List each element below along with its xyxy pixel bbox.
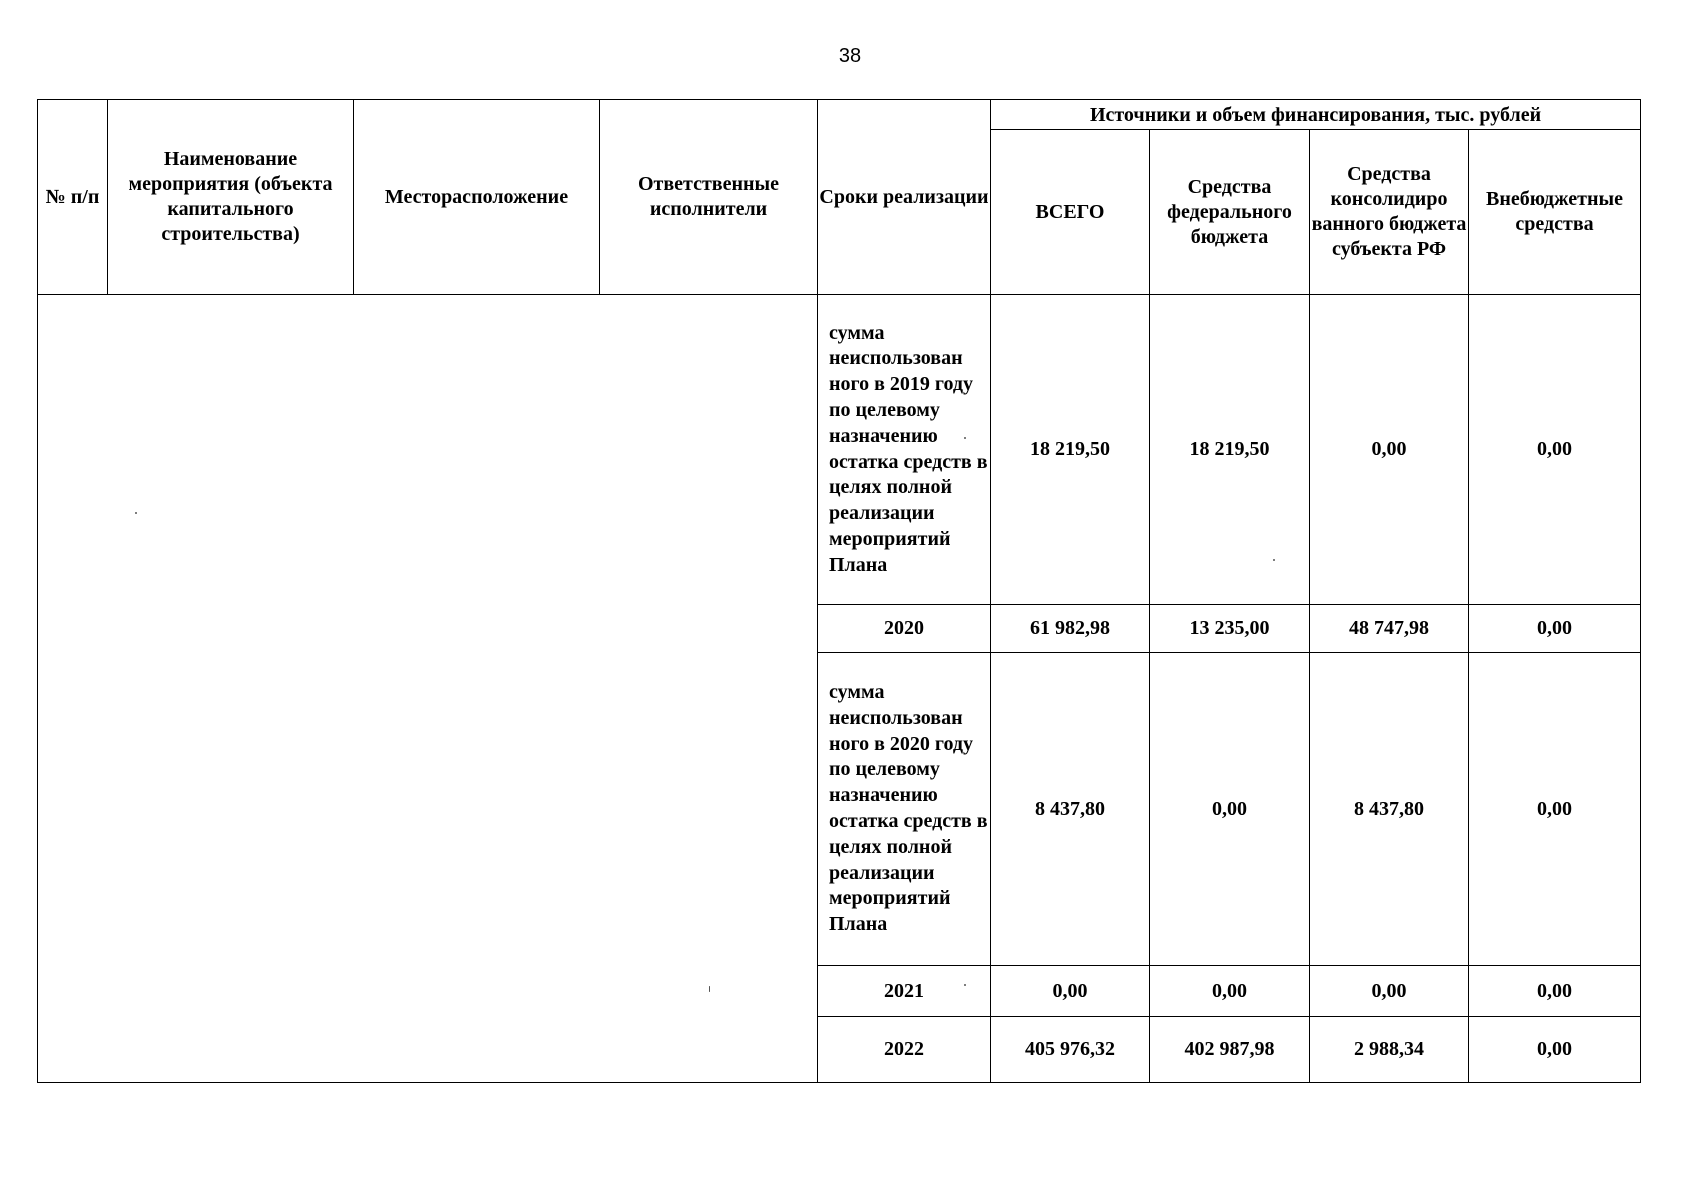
header-extrabudgetary: Внебюджетные средства (1469, 130, 1641, 295)
scan-speck (1273, 559, 1275, 561)
header-sources-group: Источники и объем финансирования, тыс. рублей (991, 100, 1641, 130)
regional-cell: 48 747,98 (1310, 605, 1469, 653)
merged-empty-cell (38, 295, 818, 1083)
period-cell: 2020 (818, 605, 991, 653)
header-name: Наименование мероприятия (объекта капитального строительства) (108, 100, 354, 295)
regional-cell: 8 437,80 (1310, 653, 1469, 966)
header-total: ВСЕГО (991, 130, 1150, 295)
regional-cell: 0,00 (1310, 966, 1469, 1017)
extrabudgetary-cell: 0,00 (1469, 1017, 1641, 1083)
period-cell: 2021 (818, 966, 991, 1017)
total-cell: 8 437,80 (991, 653, 1150, 966)
total-cell: 405 976,32 (991, 1017, 1150, 1083)
extrabudgetary-cell: 0,00 (1469, 966, 1641, 1017)
federal-cell: 0,00 (1150, 653, 1310, 966)
period-cell: 2022 (818, 1017, 991, 1083)
total-cell: 0,00 (991, 966, 1150, 1017)
total-cell: 18 219,50 (991, 295, 1150, 605)
header-federal: Средства федерального бюджета (1150, 130, 1310, 295)
total-cell: 61 982,98 (991, 605, 1150, 653)
header-regional: Средства консолидиро ванного бюджета субъекта РФ (1310, 130, 1469, 295)
scan-speck (709, 986, 710, 992)
period-cell: сумма неиспользован ного в 2019 году по целевому назначению остатка средств в целях полной реализации мероприятий Плана (818, 295, 991, 605)
scan-speck (135, 512, 137, 514)
scan-speck (964, 984, 966, 986)
extrabudgetary-cell: 0,00 (1469, 653, 1641, 966)
scan-speck (964, 437, 966, 439)
federal-cell: 402 987,98 (1150, 1017, 1310, 1083)
page-number: 38 (838, 45, 862, 67)
federal-cell: 13 235,00 (1150, 605, 1310, 653)
federal-cell: 0,00 (1150, 966, 1310, 1017)
financing-table (37, 99, 1641, 1083)
federal-cell: 18 219,50 (1150, 295, 1310, 605)
period-cell: сумма неиспользован ного в 2020 году по целевому назначению остатка средств в целях полной реализации мероприятий Плана (818, 653, 991, 966)
extrabudgetary-cell: 0,00 (1469, 295, 1641, 605)
header-terms: Сроки реализации (818, 100, 991, 295)
extrabudgetary-cell: 0,00 (1469, 605, 1641, 653)
table-row (38, 295, 1641, 605)
header-number: № п/п (38, 100, 108, 295)
header-responsible: Ответственные исполнители (600, 100, 818, 295)
regional-cell: 0,00 (1310, 295, 1469, 605)
header-location: Месторасположение (354, 100, 600, 295)
regional-cell: 2 988,34 (1310, 1017, 1469, 1083)
